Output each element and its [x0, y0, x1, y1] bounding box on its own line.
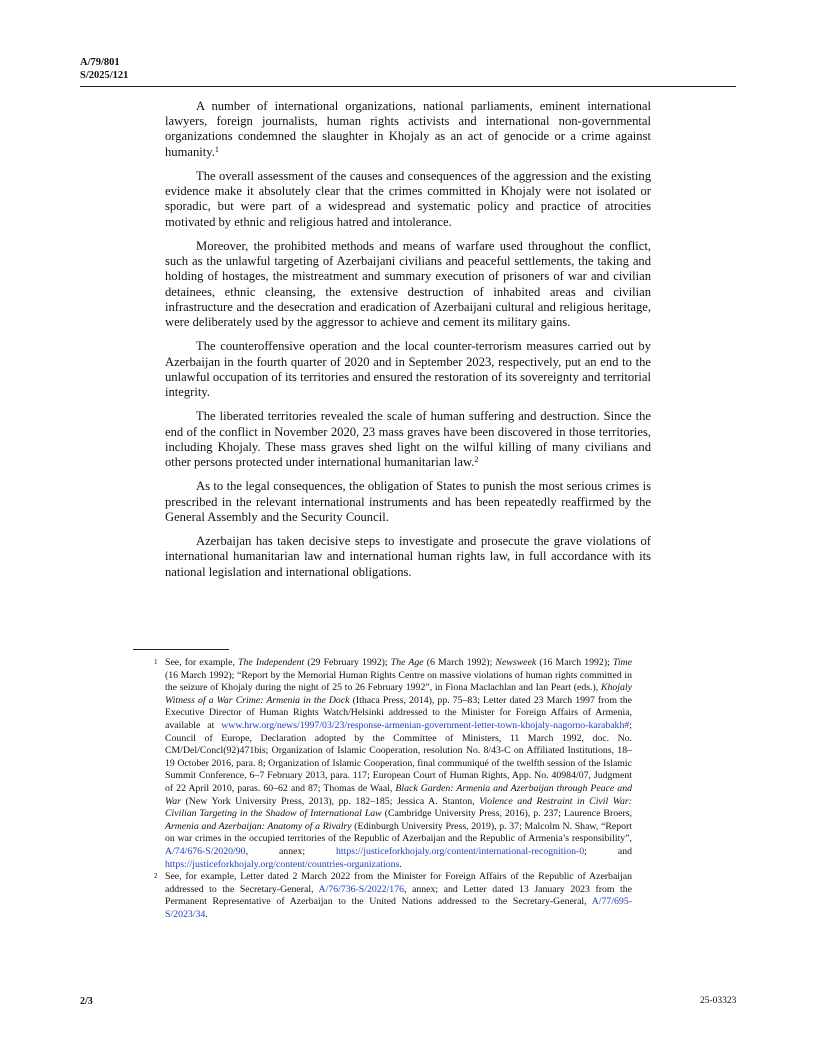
main-text [165, 99, 651, 589]
header-rule [80, 86, 736, 87]
document-symbol-a: A/79/801 [80, 57, 120, 68]
footnote-2: 2 See, for example, Letter dated 2 March 2022 from the Minister for Foreign Affairs of the Republic of Azerbaijan addressed to the Secretary-General, A/76/736-S/2022/176, annex; and Letter dated 13 January 2023 from the Permanent Representative of Azerbaijan to the United Nations addressed to the Secretary-General, A/77/695-S/2023/34. [154, 871, 632, 920]
un-document-link-a74[interactable]: A/74/676-S/2020/90 [165, 845, 246, 857]
hrw-link[interactable]: www.hrw.org/news/1997/03/23/response-armenian-government-letter-town-khojaly-nagorno-karabakh# [221, 719, 630, 731]
footnotes [154, 657, 633, 921]
paragraph-1: A number of international organizations, national parliaments, eminent international lawyers, foreign journalists, human rights activists and international non-governmental organizations condemned the slaughter in Khojaly as an act of genocide or a crime against humanity.$^1$ [165, 99, 651, 159]
footnote-rule [133, 649, 229, 650]
justice-link-countries-organizations[interactable]: https://justiceforkhojaly.org/content/countries-organizations [165, 858, 400, 870]
footnote-1-mark: 1 [154, 658, 158, 666]
paragraph-6: As to the legal consequences, the obligation of States to punish the most serious crimes is prescribed in the relevant international instruments and has been repeatedly reaffirmed by the General Assembly and the Security Council. [165, 479, 651, 524]
paragraph-4: The counteroffensive operation and the local counter-terrorism measures carried out by Azerbaijan in the fourth quarter of 2020 and in September 2023, respectively, put an end to the unlawful occupation of its territories and ensured the restoration of its sovereignty and territorial integrity. [165, 339, 651, 400]
document-job-number: 25-03323 [700, 996, 737, 1006]
document-symbol [80, 56, 128, 82]
justice-link-international-recognition[interactable]: https://justiceforkhojaly.org/content/international-recognition-0 [336, 845, 585, 857]
footnote-ref-2[interactable]: 2 [474, 455, 479, 465]
paragraph-3: Moreover, the prohibited methods and means of warfare used throughout the conflict, such as the unlawful targeting of Azerbaijani civilians and peaceful settlements, the taking and holding of hostages, the mistreatment and summary execution of prisoners of war and civilian detainees, ethnic cleansing, the extensive destruction of inhabited areas and civilian infrastructure and the desecration and eradication of Azerbaijani cultural and religious heritage, were deliberately used by the aggressor to achieve and cement its military gains. [165, 239, 651, 330]
un-document-link-a77[interactable]: A/77/695-S/2023/34 [165, 896, 632, 920]
paragraph-5: The liberated territories revealed the scale of human suffering and destruction. Since the end of the conflict in November 2020, 23 mass graves have been discovered in those territories, including Khojaly. These mass graves shed light on the wilful killing of many civilians and other persons protected under international humanitarian law.$^2$ [165, 409, 651, 470]
footnote-2-mark: 2 [154, 872, 158, 881]
un-document-link-a76[interactable]: A/76/736-S/2022/176 [318, 883, 404, 895]
paragraph-2: The overall assessment of the causes and consequences of the aggression and the existing evidence make it absolutely clear that the crimes committed in Khojaly were not isolated or sporadic, but were part of a widespread and systematic policy and practice of atrocities motivated by ethnic and religious hatred and intolerance. [165, 169, 651, 229]
footnote-1: 1 See, for example, The Independent (29 February 1992); The Age (6 March 1992); Newsweek (16 March 1992); Time (16 March 1992); “Report by the Memorial Human Rights Centre on massive violations of human rights committed in the seizure of Khojaly during the night of 25 to 26 February 1992”, in Fiona Maclachlan and Ian Peart (eds.), Khojaly Witness of a War Crime: Armenia in the Dock (Ithaca Press, 2014), pp. 75–83; Letter dated 23 March 1997 from the Executive Director of Human Rights Watch/Helsinki addressed to the Minister for Foreign Affairs of Armenia, available at www.hrw.org/news/1997/03/23/response-armenian-government-letter-town-khojaly-nagorno-karabakh#; Council of Europe, Declaration adopted by the Committee of Ministers, 11 March 1992, doc. No. CM/Del/Concl(92)471bis; Organization of Islamic Cooperation, resolution No. 8/43-C on Affiliated Institutions, 18–19 October 2016, para. 8; Organization of Islamic Cooperation, final communiqué of the twelfth session of the Islamic Summit Conference, 6–7 February 2013, para. 117; European Court of Human Rights, App. No. 40984/07, Judgment of 22 April 2010, paras. 60–62 and 87; Thomas de Waal, Black Garden: Armenia and Azerbaijan through Peace and War (New York University Press, 2013), pp. 182–185; Jessica A. Stanton, Violence and Restraint in Civil War: Civilian Targeting in the Shadow of International Law (Cambridge University Press, 2016), p. 237; Laurence Broers, Armenia and Azerbaijan: Anatomy of a Rivalry (Edinburgh University Press, 2019), p. 37; Malcolm N. Shaw, “Report on war crimes in the occupied territories of the Republic of Azerbaijan and the Republic of Armenia’s responsibility”, A/74/676-S/2020/90, annex; https://justiceforkhojaly.org/content/international-recognition-0; and https://justiceforkhojaly.org/content/countries-organizations. [154, 657, 633, 870]
footnote-ref-1[interactable]: 1 [214, 144, 219, 154]
paragraph-7: Azerbaijan has taken decisive steps to investigate and prosecute the grave violations of international humanitarian law and international human rights law, in full accordance with its national legislation and international obligations. [165, 534, 651, 579]
page-number: 2/3 [80, 996, 93, 1007]
document-symbol-s: S/2025/121 [80, 70, 129, 81]
